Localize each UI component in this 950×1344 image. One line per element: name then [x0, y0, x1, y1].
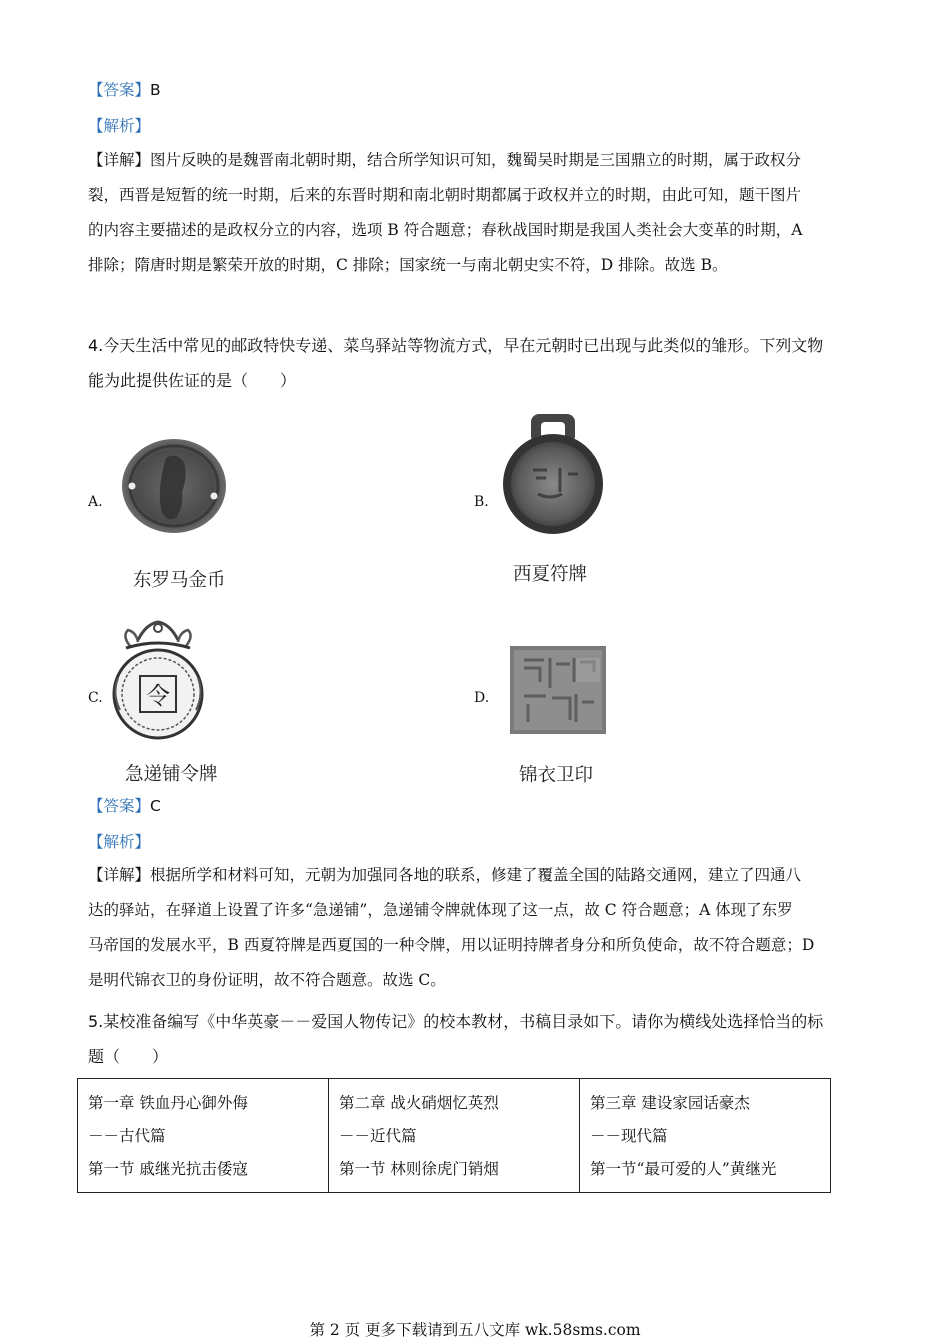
catalog-table [77, 1078, 831, 1193]
option-d-letter: D. [474, 690, 490, 706]
q4-answer-line [88, 796, 161, 816]
q4-analysis-label: 【解析】 [88, 833, 151, 851]
answer-value: B [150, 81, 161, 99]
option-c-letter: C. [88, 690, 103, 706]
option-d-caption: 锦衣卫印 [519, 765, 594, 786]
q4-detail-line: 【详解】根据所学和材料可知，元朝为加强同各地的联系，修建了覆盖全国的陆路交通网，建立了四通八 [88, 866, 802, 884]
detail-label: 【详解】 [88, 866, 151, 884]
detail-label: 【详解】 [88, 151, 151, 169]
answer-label: 【答案】 [88, 797, 151, 815]
option-c-caption: 急递铺令牌 [125, 764, 218, 785]
q4-detail-line: 是明代锦衣卫的身份证明，故不符合题意。故选 C。 [88, 971, 446, 989]
table-cell-chapter-2: 第二章 战火硝烟忆英烈 －－近代篇 第一节 林则徐虎门销烟 [329, 1079, 580, 1193]
option-b-caption: 西夏符牌 [513, 564, 588, 585]
answer-label: 【答案】 [88, 81, 151, 99]
q4-stem: 4.今天生活中常见的邮政特快专递、菜鸟驿站等物流方式，早在元朝时已出现与此类似的雏形。下列文物 能为此提供佐证的是（ ） [88, 336, 824, 390]
q5-stem: 5.某校准备编写《中华英豪－－爱国人物传记》的校本教材，书稿目录如下。请你为横线处选择恰当的标 题（ ） [88, 1012, 824, 1066]
svg-text:令: 令 [146, 682, 170, 710]
table-cell-chapter-1: 第一章 铁血丹心御外侮 －－古代篇 第一节 戚继光抗击倭寇 [78, 1079, 329, 1193]
q3-detail-line: 的内容主要描述的是政权分立的内容，选项 B 符合题意；春秋战国时期是我国人类社会大变革的时期，A [88, 221, 803, 239]
token-image [108, 618, 208, 742]
q3-analysis-label: 【解析】 [88, 117, 151, 135]
option-a-caption: 东罗马金币 [133, 570, 226, 591]
option-a-letter: A. [88, 494, 103, 510]
q3-answer-line [88, 80, 161, 100]
q4-detail-line: 马帝国的发展水平，B 西夏符牌是西夏国的一种令牌，用以证明持牌者身分和所负使命，故不符合题意；D [88, 936, 815, 954]
option-b-letter: B. [474, 494, 489, 510]
question-number: 5. [88, 1012, 104, 1031]
coin-image [118, 436, 230, 536]
q3-detail-line: 排除；隋唐时期是繁荣开放的时期，C 排除；国家统一与南北朝史实不符，D 排除。故选 B。 [88, 256, 728, 274]
q3-detail-block [88, 150, 802, 290]
seal-image [510, 646, 606, 734]
table-row [78, 1079, 831, 1193]
q4-detail-block [88, 865, 814, 1005]
page-footer: 第 2 页 更多下载请到五八文库 wk.58sms.com [309, 1321, 641, 1339]
question-number: 4. [88, 336, 104, 355]
q3-detail-line: 裂，西晋是短暂的统一时期，后来的东晋时期和南北朝时期都属于政权并立的时期，由此可知，题干图片 [88, 186, 802, 204]
tally-image [498, 412, 608, 536]
q3-detail-line: 【详解】图片反映的是魏晋南北朝时期，结合所学知识可知，魏蜀吴时期是三国鼎立的时期，属于政权分 [88, 151, 802, 169]
q4-detail-line: 达的驿站，在驿道上设置了许多“急递铺”，急递铺令牌就体现了这一点，故 C 符合题意；A 体现了东罗 [88, 901, 793, 919]
answer-value: C [150, 797, 161, 815]
table-cell-chapter-3: 第三章 建设家园话豪杰 －－现代篇 第一节“最可爱的人”黄继光 [580, 1079, 831, 1193]
